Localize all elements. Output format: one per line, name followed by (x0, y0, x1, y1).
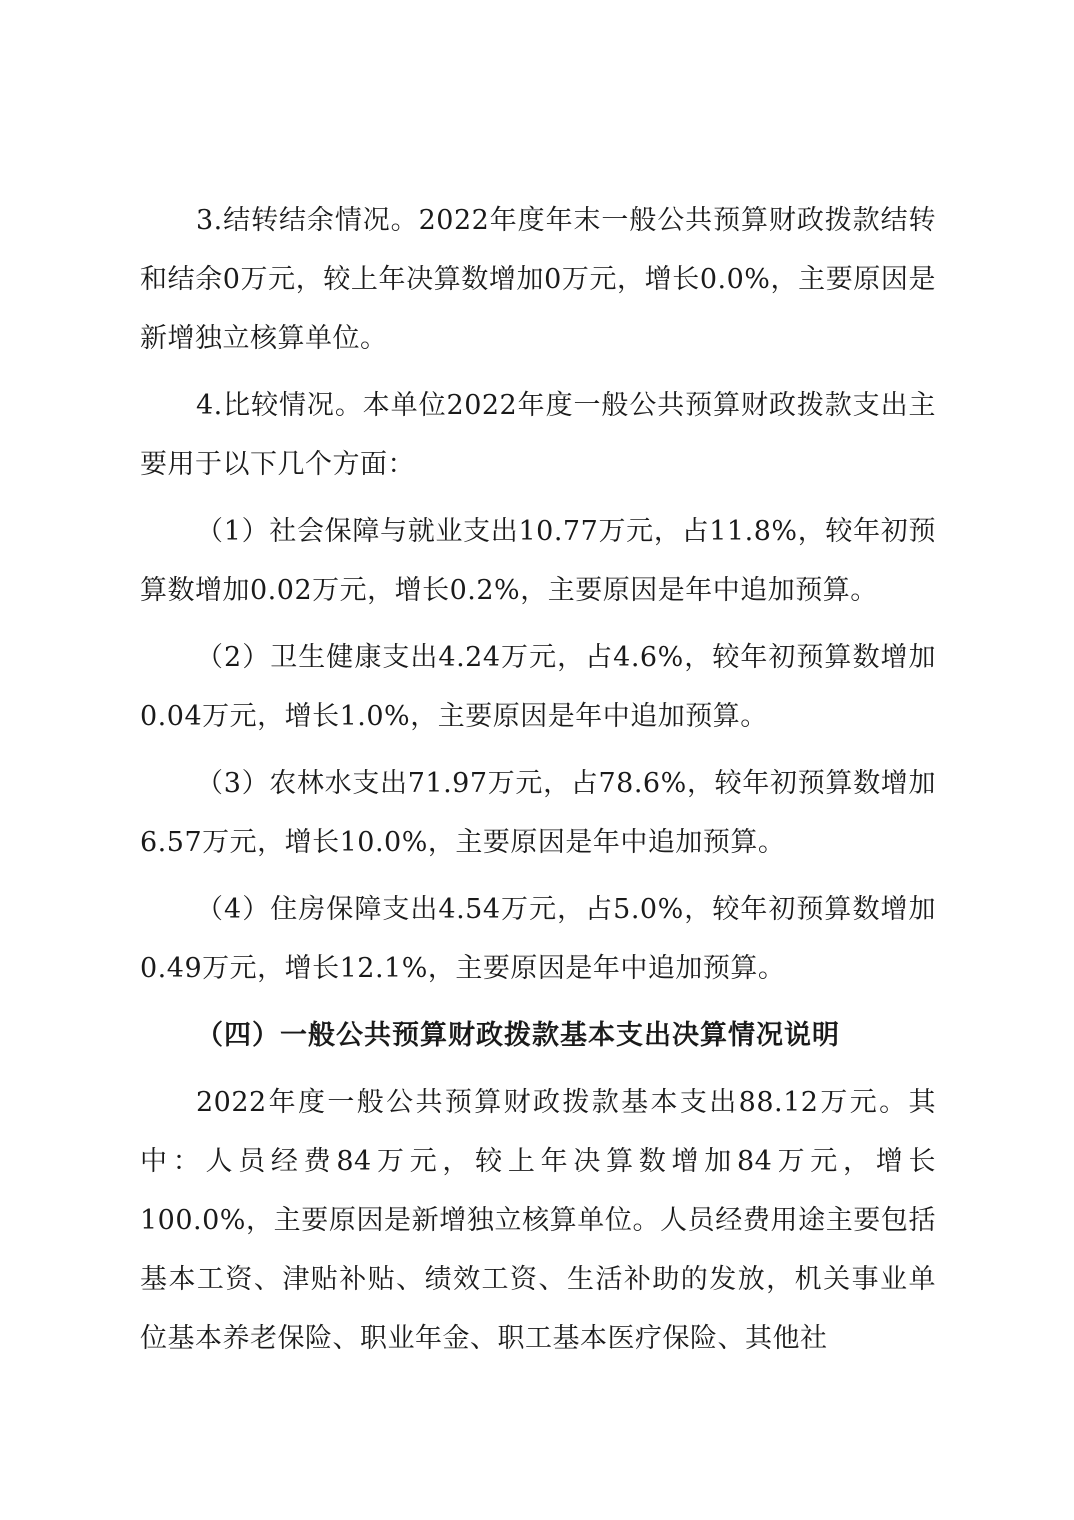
paragraph-housing-security-expenditure: （4）住房保障支出4.54万元，占5.0%，较年初预算数增加0.49万元，增长12.1%，主要原因是年中追加预算。 (140, 894, 936, 984)
paragraph-comparison-intro: 4.比较情况。本单位2022年度一般公共预算财政拨款支出主要用于以下几个方面： (140, 390, 936, 480)
document-body (140, 191, 936, 1376)
paragraph-carryover-balance: 3.结转结余情况。2022年度年末一般公共预算财政拨款结转和结余0万元，较上年决算数增加0万元，增长0.0%，主要原因是新增独立核算单位。 (140, 205, 936, 354)
paragraph-agriculture-forestry-water-expenditure: （3）农林水支出71.97万元，占78.6%，较年初预算数增加6.57万元，增长10.0%，主要原因是年中追加预算。 (140, 768, 936, 858)
paragraph-health-expenditure: （2）卫生健康支出4.24万元，占4.6%，较年初预算数增加0.04万元，增长1.0%，主要原因是年中追加预算。 (140, 642, 936, 732)
section-heading: （四）一般公共预算财政拨款基本支出决算情况说明 (196, 1020, 840, 1051)
paragraph-basic-expenditure: 2022年度一般公共预算财政拨款基本支出88.12万元。其中：人员经费84万元，较上年决算数增加84万元，增长100.0%，主要原因是新增独立核算单位。人员经费用途主要包括基本工资、津贴补贴、绩效工资、生活补助的发放，机关事业单位基本养老保险、职业年金、职工基本医疗保险、其他社 (140, 1087, 936, 1354)
paragraph-social-security-expenditure: （1）社会保障与就业支出10.77万元，占11.8%，较年初预算数增加0.02万元，增长0.2%，主要原因是年中追加预算。 (140, 516, 936, 606)
